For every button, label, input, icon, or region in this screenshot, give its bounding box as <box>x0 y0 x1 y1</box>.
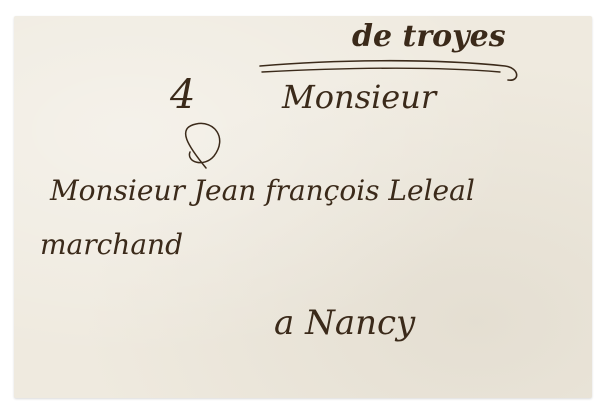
occupation: marchand <box>40 228 183 261</box>
postmark-text: de troyes <box>352 19 506 54</box>
recipient-line: Monsieur Jean françois Leleal <box>50 174 475 207</box>
flourish-ornament <box>186 123 220 168</box>
strike-line-2 <box>262 68 500 72</box>
charge-mark: 4 <box>170 72 196 118</box>
destination: a Nancy <box>274 303 416 343</box>
struck-address: Monsieur <box>282 78 437 116</box>
